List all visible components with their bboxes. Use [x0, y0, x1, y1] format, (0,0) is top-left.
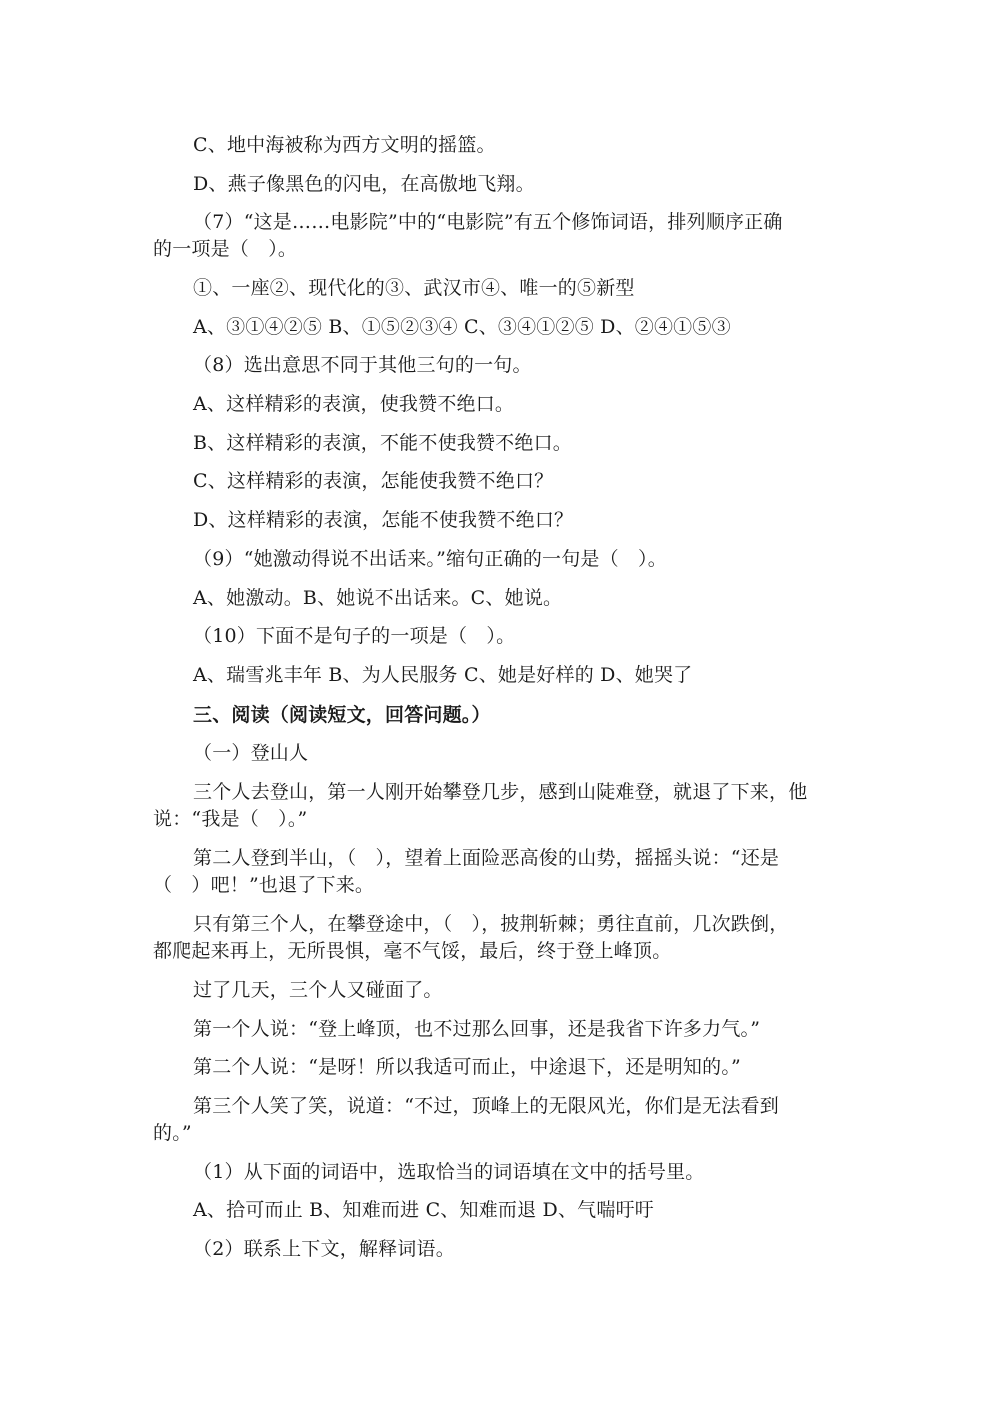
- passage-p2-line1: 第二人登到半山，（ ），望着上面险恶高俊的山势，摇摇头说：“还是: [193, 847, 780, 869]
- passage-p7-line2: 的。”: [153, 1122, 192, 1144]
- q8-prompt: （8）选出意思不同于其他三句的一句。: [193, 354, 532, 376]
- q6-option-c: C、地中海被称为西方文明的摇篮。: [193, 134, 496, 156]
- q7-options: A、③①④②⑤ B、①⑤②③④ C、③④①②⑤ D、②④①⑤③: [193, 316, 731, 338]
- q9-prompt: （9）“她激动得说不出话来。”缩句正确的一句是（ ）。: [193, 548, 667, 570]
- passage-p2-line2: （ ）吧！”也退了下来。: [153, 874, 375, 896]
- q10-options: A、瑞雪兆丰年 B、为人民服务 C、她是好样的 D、她哭了: [193, 664, 693, 686]
- q7-words: ①、一座②、现代化的③、武汉市④、唯一的⑤新型: [193, 277, 635, 299]
- q8-option-b: B、这样精彩的表演，不能不使我赞不绝口。: [193, 432, 572, 454]
- q8-option-d: D、这样精彩的表演，怎能不使我赞不绝口？: [193, 509, 574, 531]
- passage-p3-line2: 都爬起来再上，无所畏惧，毫不气馁，最后，终于登上峰顶。: [153, 940, 672, 962]
- passage-p3-line1: 只有第三个人，在攀登途中，（ ），披荆斩棘；勇往直前，几次跌倒，: [193, 913, 789, 935]
- q7-prompt-line2: 的一项是（ ）。: [153, 238, 298, 260]
- passage-p7-line1: 第三个人笑了笑，说道：“不过，顶峰上的无限风光，你们是无法看到: [193, 1095, 779, 1117]
- q8-option-c: C、这样精彩的表演，怎能使我赞不绝口？: [193, 470, 554, 492]
- q10-prompt: （10）下面不是句子的一项是（ ）。: [193, 625, 516, 647]
- passage-p1-line1: 三个人去登山，第一人刚开始攀登几步，感到山陡难登，就退了下来，他: [193, 781, 808, 803]
- q7-prompt-line1: （7）“这是……电影院”中的“电影院”有五个修饰词语，排列顺序正确: [193, 211, 783, 233]
- passage-title: （一）登山人: [193, 742, 309, 764]
- sub-question-1: （1）从下面的词语中，选取恰当的词语填在文中的括号里。: [193, 1161, 705, 1183]
- q8-option-a: A、这样精彩的表演，使我赞不绝口。: [193, 393, 515, 415]
- q9-options: A、她激动。B、她说不出话来。C、她说。: [193, 587, 563, 609]
- q6-option-d: D、燕子像黑色的闪电，在高傲地飞翔。: [193, 173, 535, 195]
- sub-question-1-options: A、拾可而止 B、知难而进 C、知难而退 D、气喘吁吁: [193, 1199, 654, 1221]
- sub-question-2: （2）联系上下文，解释词语。: [193, 1238, 455, 1260]
- section-heading: 三、阅读（阅读短文，回答问题。）: [193, 704, 491, 726]
- passage-p4: 过了几天，三个人又碰面了。: [193, 979, 443, 1001]
- passage-p6: 第二个人说：“是呀！所以我适可而止，中途退下，还是明知的。”: [193, 1056, 741, 1078]
- passage-p5: 第一个人说：“登上峰顶，也不过那么回事，还是我省下许多力气。”: [193, 1018, 761, 1040]
- passage-p1-line2: 说：“我是（ ）。”: [153, 808, 308, 830]
